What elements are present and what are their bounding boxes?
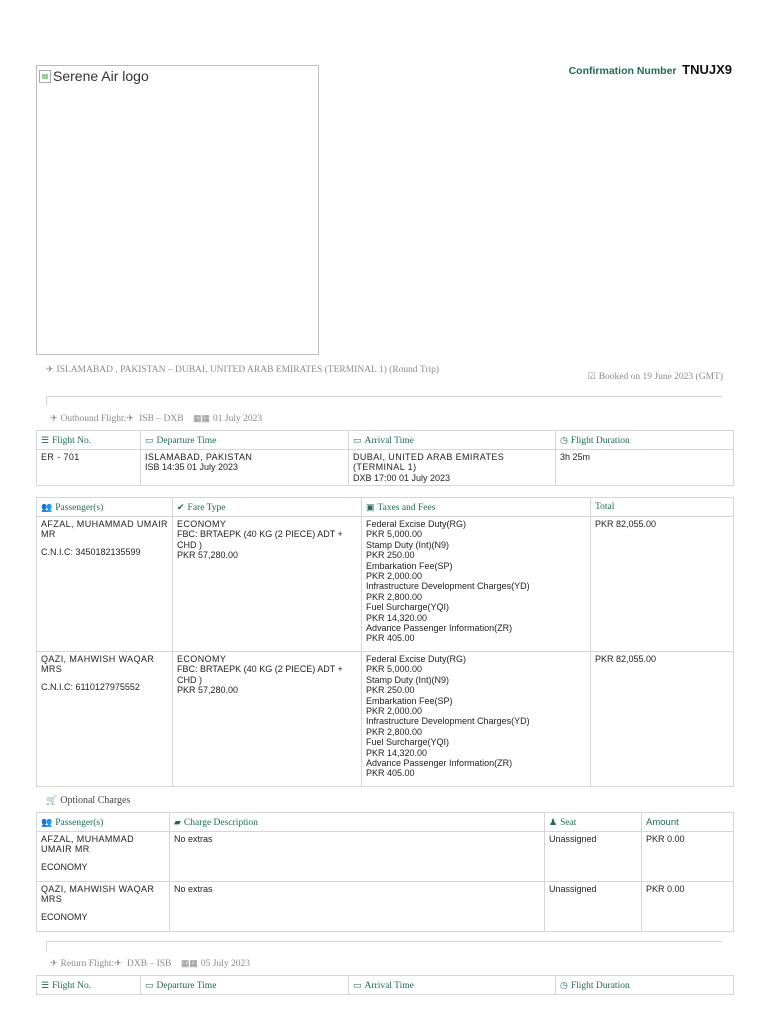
col-flight-no: ☰ Flight No.	[37, 976, 141, 995]
plane-icon: ✈	[50, 413, 58, 423]
amount-cell: PKR 0.00	[642, 882, 734, 932]
charge-description: No extras	[170, 832, 545, 882]
confirmation-number	[569, 62, 732, 77]
trip-route	[46, 364, 466, 376]
users-icon: 👥	[41, 816, 53, 827]
col-seat: ♟ Seat	[545, 813, 642, 832]
departure-time: ISB 14:35 01 July 2023	[145, 462, 239, 473]
fare-basis: FBC: BRTAEPK (40 KG (2 PIECE) ADT + CHD )	[177, 529, 343, 550]
check-icon: ✔	[177, 501, 185, 512]
clock-icon: ◷	[560, 434, 568, 445]
clock-icon: ◷	[560, 979, 568, 990]
calendar-icon: ▦▦	[193, 413, 211, 423]
col-departure: ▭ Departure Time	[141, 976, 349, 995]
fare-cell	[173, 517, 362, 652]
plane-icon: ✈	[114, 958, 122, 968]
outbound-date: 01 July 2023	[213, 414, 263, 424]
optional-charges-table	[36, 812, 734, 932]
divider	[46, 941, 722, 942]
col-amount: Amount	[642, 813, 734, 832]
logo-image	[36, 65, 319, 355]
base-fare: PKR 57,280.00	[177, 685, 239, 696]
confirmation-label: Confirmation Number	[568, 65, 677, 77]
fares-table	[36, 497, 734, 787]
col-flight-no: ☰ Flight No.	[37, 431, 141, 450]
seat-cell: Unassigned	[545, 882, 642, 932]
return-flight-table	[36, 975, 734, 995]
taxes-cell: Federal Excise Duty(RG) PKR 5,000.00 Stamp Duty (Int)(N9) PKR 250.00 Embarkation Fee(SP) PKR 2,000.00 Infrastructure Development Charges(YD) PKR 2,800.00 Fuel Surcharge(YQI) PKR 14,320.00 Advance Passenger Information(ZR) PKR 405.00	[362, 517, 591, 652]
outbound-flight-heading	[50, 413, 262, 424]
passenger-cell	[37, 882, 170, 932]
passenger-cell	[37, 832, 170, 882]
user-icon: ♟	[549, 816, 558, 827]
briefcase-icon: ▰	[174, 816, 181, 827]
col-duration: ◷ Flight Duration	[556, 431, 734, 450]
passenger-cnic: C.N.I.C: 3450182135599	[41, 546, 141, 557]
calendar-icon: ▭	[353, 434, 362, 445]
outbound-flight-table	[36, 430, 734, 486]
cabin-class: ECONOMY	[41, 911, 88, 922]
passenger-cnic: C.N.I.C: 6110127975552	[41, 681, 140, 692]
col-passenger: 👥 Passenger(s)	[37, 498, 173, 517]
outbound-label: Outbound Flight:	[60, 414, 127, 424]
flight-duration: 3h 25m	[556, 450, 734, 486]
arrival-place: DUBAI, UNITED ARAB EMIRATES (TERMINAL 1)	[353, 452, 505, 473]
total-cell: PKR 82,055.00	[591, 652, 734, 787]
return-label: Return Flight:	[60, 959, 115, 969]
divider-tick	[46, 941, 47, 951]
cabin-class: ECONOMY	[41, 861, 88, 872]
col-passenger: 👥 Passenger(s)	[37, 813, 170, 832]
cart-icon: 🛒	[46, 795, 58, 805]
plane-icon: ✈	[126, 413, 134, 423]
col-taxes: ▣ Taxes and Fees	[362, 498, 591, 517]
money-icon: ▣	[366, 501, 375, 512]
passenger-cell	[37, 652, 173, 787]
col-total: Total	[591, 498, 734, 517]
calendar-icon: ▭	[353, 979, 362, 990]
passenger-name: AFZAL, MUHAMMAD UMAIR MR	[41, 519, 168, 540]
cabin-class: ECONOMY	[177, 654, 227, 664]
table-row	[37, 517, 734, 652]
departure-cell	[141, 450, 349, 486]
confirmation-code: TNUJX9	[682, 62, 732, 77]
calendar-icon: ▭	[145, 979, 154, 990]
total-cell: PKR 82,055.00	[591, 517, 734, 652]
return-flight-heading	[50, 958, 250, 969]
booking-date-text: Booked on 19 June 2023 (GMT)	[598, 372, 723, 382]
list-icon: ☰	[41, 434, 50, 445]
taxes-cell: Federal Excise Duty(RG) PKR 5,000.00 Stamp Duty (Int)(N9) PKR 250.00 Embarkation Fee(SP) PKR 2,000.00 Infrastructure Development Charges(YD) PKR 2,800.00 Fuel Surcharge(YQI) PKR 14,320.00 Advance Passenger Information(ZR) PKR 405.00	[362, 652, 591, 787]
return-route: DXB – ISB	[127, 959, 172, 969]
passenger-name: AFZAL, MUHAMMAD UMAIR MR	[41, 834, 135, 855]
table-row	[37, 882, 734, 932]
passenger-name: QAZI, MAHWISH WAQAR MRS	[41, 654, 155, 675]
calendar-icon: ▭	[145, 434, 154, 445]
table-row	[37, 832, 734, 882]
flight-number: ER - 701	[37, 450, 141, 486]
base-fare: PKR 57,280.00	[177, 550, 239, 561]
table-row	[37, 652, 734, 787]
divider	[46, 396, 722, 397]
plane-icon: ✈	[50, 958, 58, 968]
return-date: 05 July 2023	[200, 959, 250, 969]
fare-basis: FBC: BRTAEPK (40 KG (2 PIECE) ADT + CHD )	[177, 664, 343, 685]
divider-tick	[46, 396, 47, 406]
amount-cell: PKR 0.00	[642, 832, 734, 882]
calendar-check-icon: ☑	[587, 371, 596, 381]
charge-description: No extras	[170, 882, 545, 932]
calendar-icon: ▦▦	[180, 958, 198, 968]
passenger-cell	[37, 517, 173, 652]
logo-alt-text: Serene Air logo	[53, 68, 149, 84]
list-icon: ☰	[41, 979, 50, 990]
col-fare-type: ✔ Fare Type	[173, 498, 362, 517]
departure-place: ISLAMABAD, PAKISTAN	[145, 452, 253, 462]
passenger-name: QAZI, MAHWISH WAQAR MRS	[41, 884, 155, 905]
optional-charges-heading	[46, 795, 130, 806]
col-arrival: ▭ Arrival Time	[349, 431, 556, 450]
col-departure: ▭ Departure Time	[141, 431, 349, 450]
seat-cell: Unassigned	[545, 832, 642, 882]
col-arrival: ▭ Arrival Time	[349, 976, 556, 995]
col-charge-description: ▰ Charge Description	[170, 813, 545, 832]
optional-charges-label: Optional Charges	[60, 795, 131, 806]
booking-date	[588, 371, 723, 382]
broken-image-icon	[39, 68, 149, 84]
users-icon: 👥	[41, 501, 53, 512]
arrival-cell	[349, 450, 556, 486]
cabin-class: ECONOMY	[177, 519, 227, 529]
arrival-time: DXB 17:00 01 July 2023	[353, 472, 451, 483]
col-duration: ◷ Flight Duration	[556, 976, 734, 995]
fare-cell	[173, 652, 362, 787]
plane-icon: ✈	[46, 364, 54, 374]
trip-route-text: ISLAMABAD , PAKISTAN – DUBAI, UNITED ARAB EMIRATES (TERMINAL 1) (Round Trip)	[56, 365, 440, 375]
outbound-route: ISB – DXB	[139, 414, 184, 424]
